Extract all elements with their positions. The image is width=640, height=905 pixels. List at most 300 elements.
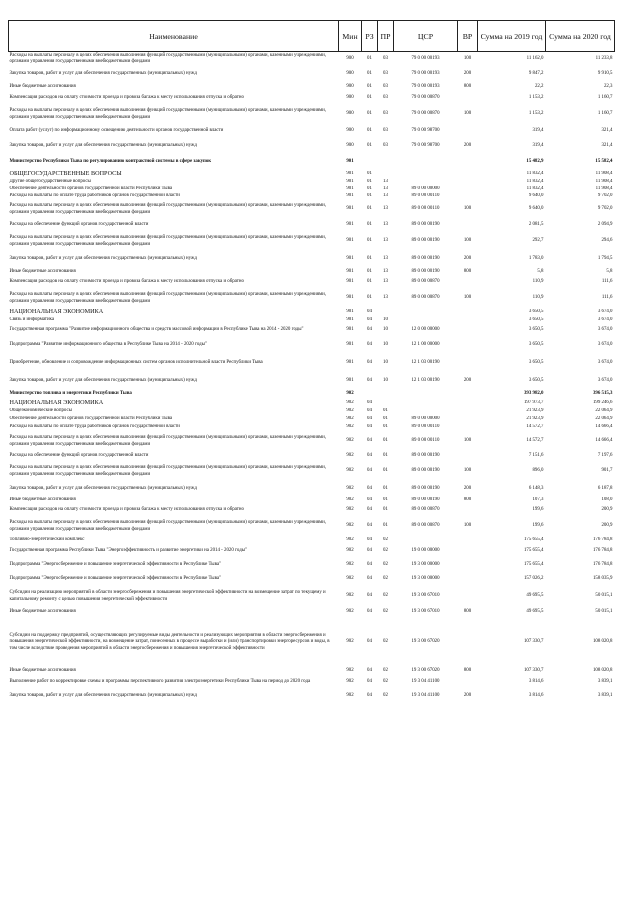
row-subsection-code: 03 — [383, 83, 388, 89]
row-ministry-code: 900 — [346, 55, 354, 61]
row-subsection-code: 02 — [383, 593, 388, 599]
row-sum-2019: 3 650,5 — [528, 378, 544, 384]
row-expense-type — [458, 354, 478, 374]
row-section-code: 01 — [367, 94, 372, 100]
table-row — [9, 252, 615, 268]
row-ministry-code: 902 — [346, 438, 354, 444]
row-section-code: 04 — [367, 378, 372, 384]
row-section-code: 04 — [367, 523, 372, 529]
row-sum-2020: 3 674,0 — [597, 360, 613, 366]
row-ministry-code: 901 — [346, 192, 354, 198]
row-sum-2020: 3 674,0 — [597, 316, 613, 322]
table-body — [9, 52, 615, 705]
row-ministry-code: 902 — [346, 679, 354, 685]
table-row — [9, 497, 615, 505]
row-sum-2019: 11 162,0 — [526, 55, 544, 61]
row-expense-type — [458, 505, 478, 517]
row-section-code: 01 — [367, 111, 372, 117]
row-ministry-code: 902 — [346, 537, 354, 543]
row-sum-2019: 896,0 — [532, 468, 544, 474]
row-sum-2019: 175 655,4 — [523, 548, 544, 554]
row-subsection-code: 01 — [383, 485, 388, 491]
row-sum-2020: 50 015,1 — [595, 609, 613, 615]
row-subsection-code: 03 — [383, 143, 388, 149]
row-sum-2020: 9 910,5 — [597, 70, 613, 76]
table-row — [9, 268, 615, 277]
row-name: НАЦИОНАЛЬНАЯ ЭКОНОМИКА — [9, 399, 104, 407]
row-target-article: 89 0 00 00190 — [411, 468, 440, 474]
row-section-code: 04 — [367, 548, 372, 554]
row-ministry-code: 901 — [346, 159, 354, 165]
table-row — [9, 482, 615, 497]
row-sum-2020: 396 515,3 — [592, 391, 613, 397]
row-ministry-code: 900 — [346, 83, 354, 89]
row-expense-type — [458, 155, 478, 171]
row-sum-2020: 11 908,4 — [595, 185, 613, 191]
row-sum-2019: 49 695,5 — [526, 593, 544, 599]
row-sum-2020: 22,3 — [603, 83, 613, 89]
row-subsection-code: 01 — [383, 453, 388, 459]
row-sum-2019: 319,4 — [532, 143, 544, 149]
row-target-article — [394, 171, 458, 179]
row-sum-2019: 14 572,7 — [526, 424, 544, 430]
row-subsection-code: 13 — [383, 256, 388, 262]
header-name: Наименование — [9, 21, 339, 52]
row-sum-2019: 21 923,9 — [526, 416, 544, 422]
row-section-code: 01 — [367, 185, 372, 191]
table-row — [9, 400, 615, 408]
row-sum-2019: 6 148,3 — [528, 485, 544, 491]
row-ministry-code: 902 — [346, 507, 354, 513]
row-sum-2020: 11 908,4 — [595, 171, 613, 177]
table-row — [9, 408, 615, 416]
row-section-code: 04 — [367, 360, 372, 366]
row-name: Расходы на выплаты персоналу в целях обеспечения выполнения функций государственными (муниципальными) органами, казенными учреждениями, органами управления государственными внебюджетными фондами — [9, 465, 326, 477]
row-expense-type: 100 — [463, 523, 472, 529]
row-subsection-code: 03 — [383, 128, 388, 134]
row-ministry-code: 900 — [346, 143, 354, 149]
row-section-code: 04 — [367, 668, 372, 674]
row-section-code: 04 — [367, 453, 372, 459]
row-target-article: 19 3 04 41100 — [411, 693, 440, 699]
row-sum-2019: 15 482,9 — [526, 159, 544, 165]
row-section-code: 01 — [367, 256, 372, 262]
row-expense-type: 800 — [463, 497, 472, 503]
row-subsection-code: 13 — [383, 238, 388, 244]
row-ministry-code: 902 — [346, 408, 354, 414]
table-row — [9, 289, 615, 309]
row-name: Министерство топлива и энергетики Республики Тыва — [9, 391, 132, 397]
row-sum-2019: 197 973,7 — [523, 400, 544, 406]
table-row — [9, 200, 615, 220]
row-sum-2020: 6 187,8 — [597, 485, 613, 491]
row-sum-2019: 2 081,5 — [528, 222, 544, 228]
table-row — [9, 193, 615, 200]
row-name: Расходы на выплаты по оплате труда работников органов государственной власти — [9, 192, 180, 198]
row-section-code: 01 — [367, 238, 372, 244]
row-sum-2020: 3 674,0 — [597, 309, 613, 315]
header-sum-2020: Сумма на 2020 год — [546, 21, 615, 52]
row-sum-2020: 7 197,6 — [597, 453, 613, 459]
row-name: Государственная программа Республики Тыва "Энергоэффективность и развитие энергетики на 2014 - 2020 годы" — [9, 548, 247, 554]
header-pr: ПР — [378, 21, 394, 52]
row-sum-2019: 175 655,4 — [523, 562, 544, 568]
row-expense-type: 200 — [463, 256, 472, 262]
row-target-article: 89 0 00 00190 — [411, 222, 440, 228]
row-expense-type: 100 — [463, 295, 472, 301]
row-expense-type: 100 — [463, 111, 472, 117]
row-sum-2020: 5,8 — [606, 268, 613, 274]
budget-table-page — [8, 20, 614, 705]
row-target-article — [394, 309, 458, 317]
table-row — [9, 52, 615, 66]
row-sum-2020: 111,6 — [601, 279, 613, 285]
row-sum-2019: 1 153,2 — [528, 111, 544, 117]
row-target-article: 89 0 00 00000 — [411, 185, 440, 191]
row-expense-type — [458, 179, 478, 186]
row-sum-2019: 3 814,6 — [528, 679, 544, 685]
row-ministry-code: 902 — [346, 668, 354, 674]
row-expense-type: 100 — [463, 238, 472, 244]
row-name: Расходы на выплаты персоналу в целях обеспечения выполнения функций государственными (муниципальными) органами, казенными учреждениями, органами управления государственными внебюджетными фондами — [9, 52, 326, 64]
row-sum-2020: 9 702,0 — [597, 192, 613, 198]
row-section-code: 04 — [367, 327, 372, 333]
row-section-code: 04 — [367, 562, 372, 568]
row-sum-2019: 5,8 — [537, 268, 544, 274]
row-ministry-code: 900 — [346, 94, 354, 100]
row-ministry-code: 901 — [346, 360, 354, 366]
row-sum-2020: 200,9 — [601, 507, 613, 513]
row-section-code — [362, 390, 378, 400]
table-row — [9, 559, 615, 573]
row-expense-type — [458, 125, 478, 139]
row-sum-2019: 3 650,5 — [528, 316, 544, 322]
row-section-code: 04 — [367, 400, 372, 406]
row-subsection-code: 10 — [383, 378, 388, 384]
row-name: ОБЩЕГОСУДАРСТВЕННЫЕ ВОПРОСЫ — [9, 170, 122, 178]
row-ministry-code: 901 — [346, 185, 354, 191]
row-sum-2020: 50 015,1 — [595, 593, 613, 599]
row-ministry-code: 902 — [346, 485, 354, 491]
row-section-code: 04 — [367, 424, 372, 430]
row-subsection-code: 01 — [383, 438, 388, 444]
row-sum-2019: 1 153,2 — [528, 94, 544, 100]
table-row — [9, 505, 615, 517]
row-section-code: 04 — [367, 468, 372, 474]
row-ministry-code: 901 — [346, 279, 354, 285]
row-expense-type: 800 — [463, 83, 472, 89]
row-target-article: 19 3 04 41100 — [411, 679, 440, 685]
row-sum-2019: 199,6 — [532, 523, 544, 529]
table-row — [9, 139, 615, 155]
row-subsection-code: 01 — [383, 497, 388, 503]
table-row — [9, 667, 615, 677]
row-target-article: 89 0 00 00870 — [411, 523, 440, 529]
row-section-code: 01 — [367, 178, 372, 184]
row-ministry-code: 902 — [346, 548, 354, 554]
row-target-article: 79 0 00 98700 — [411, 143, 440, 149]
row-target-article: 89 0 00 00190 — [411, 497, 440, 503]
row-ministry-code: 902 — [346, 400, 354, 406]
table-row — [9, 155, 615, 171]
row-sum-2020: 111,6 — [601, 295, 613, 301]
row-name: Компенсация расходов на оплату стоимости проезда и провоза багажа к месту использования отпуска и обратно — [9, 94, 244, 100]
row-subsection-code: 02 — [383, 609, 388, 615]
row-ministry-code: 901 — [346, 178, 354, 184]
row-subsection-code: 01 — [383, 416, 388, 422]
row-name: Связь и информатика — [9, 316, 55, 322]
row-name: НАЦИОНАЛЬНАЯ ЭКОНОМИКА — [9, 308, 104, 316]
row-name: Обеспечение деятельности органов государственной власти Республики Тыва — [9, 185, 173, 191]
table-row — [9, 677, 615, 689]
row-section-code: 04 — [367, 416, 372, 422]
row-target-article: 19 3 00 67020 — [411, 668, 440, 674]
row-target-article: 89 0 00 00190 — [411, 485, 440, 491]
row-ministry-code: 900 — [346, 111, 354, 117]
row-section-code: 04 — [367, 639, 372, 645]
row-section-code: 04 — [367, 693, 372, 699]
row-ministry-code: 902 — [346, 391, 354, 397]
row-section-code: 04 — [367, 537, 372, 543]
row-expense-type — [458, 424, 478, 432]
row-name: Расходы на выплаты персоналу в целях обеспечения выполнения функций государственными (муниципальными) органами, казенными учреждениями, органами управления государственными внебюджетными фондами — [9, 108, 326, 120]
row-ministry-code: 901 — [346, 316, 354, 322]
row-sum-2020: 22 064,9 — [595, 408, 613, 414]
row-target-article — [394, 390, 458, 400]
row-sum-2020: 321,4 — [601, 128, 613, 134]
header-sum-2019: Сумма на 2019 год — [478, 21, 546, 52]
row-sum-2019: 110,9 — [532, 279, 544, 285]
row-name: Топливно-энергетический комплекс — [9, 537, 85, 543]
row-sum-2020: 176 784,8 — [592, 537, 613, 543]
table-row — [9, 338, 615, 354]
row-sum-2019: 9 640,0 — [528, 192, 544, 198]
row-name: Выполнение работ по корректировке схемы и программы перспективного развития электроэнергетики Республики Тыва на период до 2020 года — [9, 679, 311, 685]
row-name: Приобретение, обновление и сопровождение информационных систем органов исполнительной власти Республики Тыва — [9, 360, 263, 366]
row-section-code: 01 — [367, 70, 372, 76]
row-target-article: 19 0 00 00000 — [411, 548, 440, 554]
table-header-row — [9, 21, 615, 52]
row-subsection-code — [378, 390, 394, 400]
row-name: Расходы на выплаты по оплате труда работников органов государственной власти — [9, 424, 180, 430]
table-row — [9, 573, 615, 587]
header-rz: РЗ — [362, 21, 378, 52]
row-expense-type: 200 — [463, 378, 472, 384]
row-sum-2019: 107 330,7 — [523, 639, 544, 645]
row-expense-type — [458, 338, 478, 354]
row-target-article: 79 0 00 98700 — [411, 128, 440, 134]
row-sum-2019: 175 655,4 — [523, 537, 544, 543]
row-ministry-code: 901 — [346, 171, 354, 177]
row-expense-type — [458, 408, 478, 416]
row-subsection-code: 03 — [383, 111, 388, 117]
row-sum-2020: 3 839,1 — [597, 693, 613, 699]
row-target-article — [394, 155, 458, 171]
row-expense-type — [458, 92, 478, 105]
row-target-article — [394, 400, 458, 408]
row-sum-2020: 11 908,4 — [595, 178, 613, 184]
row-name: Иные бюджетные ассигнования — [9, 268, 76, 274]
row-section-code: 04 — [367, 316, 372, 322]
row-sum-2020: 15 582,4 — [595, 159, 613, 165]
table-row — [9, 517, 615, 537]
row-expense-type — [458, 400, 478, 408]
row-expense-type — [458, 559, 478, 573]
row-target-article: 89 0 00 00190 — [411, 268, 440, 274]
table-row — [9, 186, 615, 193]
row-expense-type — [458, 545, 478, 559]
row-section-code: 04 — [367, 593, 372, 599]
row-subsection-code: 02 — [383, 548, 388, 554]
row-subsection-code: 01 — [383, 523, 388, 529]
row-sum-2020: 2 094,9 — [597, 222, 613, 228]
row-name: Расходы на выплаты персоналу в целях обеспечения выполнения функций государственными (муниципальными) органами, казенными учреждениями, органами управления государственными внебюджетными фондами — [9, 203, 326, 215]
row-sum-2019: 1 783,0 — [528, 256, 544, 262]
header-vr: ВР — [458, 21, 478, 52]
table-row — [9, 607, 615, 619]
row-section-code: 04 — [367, 342, 372, 348]
row-sum-2019: 11 832,4 — [526, 185, 544, 191]
row-sum-2020: 108 020,8 — [592, 639, 613, 645]
row-subsection-code: 01 — [383, 408, 388, 414]
row-sum-2020: 294,6 — [601, 238, 613, 244]
row-target-article: 89 0 00 00190 — [411, 238, 440, 244]
row-section-code: 04 — [367, 576, 372, 582]
row-section-code: 04 — [367, 609, 372, 615]
table-row — [9, 689, 615, 705]
row-name: Подпрограмма "Энергосбережение и повышение энергетической эффективности в Республике Тыва" — [9, 562, 221, 568]
table-row — [9, 125, 615, 139]
row-sum-2019: 110,9 — [532, 295, 544, 301]
row-expense-type: 100 — [463, 438, 472, 444]
table-row — [9, 374, 615, 390]
table-row — [9, 537, 615, 545]
row-ministry-code: 901 — [346, 309, 354, 315]
row-sum-2019: 21 923,9 — [526, 408, 544, 414]
row-sum-2019: 3 650,5 — [528, 309, 544, 315]
row-sum-2020: 1 160,7 — [597, 94, 613, 100]
row-name: Оплата работ (услуг) по информационному освещению деятельности органов государственной власти — [9, 128, 224, 134]
row-subsection-code: 02 — [383, 562, 388, 568]
row-sum-2020: 199 246,6 — [592, 400, 613, 406]
row-sum-2019: 7 151,6 — [528, 453, 544, 459]
row-sum-2020: 11 233,8 — [595, 55, 613, 61]
row-ministry-code: 902 — [346, 468, 354, 474]
row-name: Закупка товаров, работ и услуг для обеспечения государственных (муниципальных) нужд — [9, 485, 197, 491]
table-row — [9, 317, 615, 324]
row-target-article: 79 0 00 00193 — [411, 70, 440, 76]
row-subsection-code: 02 — [383, 668, 388, 674]
row-sum-2020: 14 666,4 — [595, 438, 613, 444]
row-subsection-code: 13 — [383, 295, 388, 301]
row-name: Подпрограмма "Энергосбережение и повышение энергетической эффективности в Республике Тыва" — [9, 576, 221, 582]
row-section-code: 04 — [367, 497, 372, 503]
table-row — [9, 452, 615, 462]
row-target-article: 19 3 00 67010 — [411, 593, 440, 599]
row-subsection-code: 02 — [383, 679, 388, 685]
row-expense-type: 100 — [463, 468, 472, 474]
budget-table — [8, 20, 615, 705]
row-target-article: 89 0 00 00870 — [411, 295, 440, 301]
row-sum-2019: 3 650,5 — [528, 342, 544, 348]
row-section-code: 01 — [367, 83, 372, 89]
row-section-code: 01 — [367, 128, 372, 134]
table-row — [9, 432, 615, 452]
row-target-article: 79 0 00 00193 — [411, 55, 440, 61]
row-name: Обеспечение деятельности органов государственной власти Республики Тыва — [9, 416, 173, 422]
row-name: Иные бюджетные ассигнования — [9, 497, 76, 503]
row-subsection-code: 02 — [383, 693, 388, 699]
row-expense-type: 800 — [463, 609, 472, 615]
row-sum-2020: 3 674,0 — [597, 327, 613, 333]
row-expense-type — [458, 452, 478, 462]
row-target-article: 19 3 00 67010 — [411, 609, 440, 615]
table-row — [9, 232, 615, 252]
table-row — [9, 587, 615, 607]
row-name: Закупка товаров, работ и услуг для обеспечения государственных (муниципальных) нужд — [9, 378, 197, 384]
row-sum-2019: 3 814,6 — [528, 693, 544, 699]
row-sum-2020: 1 160,7 — [597, 111, 613, 117]
row-section-code: 01 — [367, 295, 372, 301]
row-ministry-code: 901 — [346, 222, 354, 228]
row-subsection-code: 10 — [383, 316, 388, 322]
row-ministry-code: 901 — [346, 327, 354, 333]
row-ministry-code: 902 — [346, 523, 354, 529]
row-subsection-code: 13 — [383, 279, 388, 285]
row-sum-2019: 3 650,5 — [528, 360, 544, 366]
row-sum-2019: 292,7 — [532, 238, 544, 244]
row-expense-type: 800 — [463, 268, 472, 274]
row-name: Иные бюджетные ассигнования — [9, 668, 76, 674]
table-row — [9, 545, 615, 559]
row-sum-2020: 3 839,1 — [597, 679, 613, 685]
row-sum-2019: 9 847,2 — [528, 70, 544, 76]
row-sum-2019: 393 982,0 — [523, 391, 544, 397]
row-expense-type — [458, 324, 478, 338]
row-expense-type: 200 — [463, 70, 472, 76]
row-name: Расходы на выплаты персоналу в целях обеспечения выполнения функций государственными (муниципальными) органами, казенными учреждениями, органами управления государственными внебюджетными фондами — [9, 235, 326, 247]
table-row — [9, 220, 615, 232]
row-subsection-code: 03 — [383, 70, 388, 76]
row-subsection-code: 02 — [383, 576, 388, 582]
row-subsection-code: 13 — [383, 222, 388, 228]
row-sum-2019: 199,6 — [532, 507, 544, 513]
row-sum-2020: 108,0 — [601, 497, 613, 503]
row-section-code: 01 — [367, 268, 372, 274]
table-row — [9, 462, 615, 482]
row-sum-2020: 1 794,5 — [597, 256, 613, 262]
table-row — [9, 83, 615, 92]
row-target-article: 89 0 00 00870 — [411, 279, 440, 285]
table-row — [9, 309, 615, 317]
table-row — [9, 92, 615, 105]
row-target-article: 12 1 03 00190 — [411, 360, 440, 366]
header-min: Мин — [339, 21, 362, 52]
row-name: Закупка товаров, работ и услуг для обеспечения государственных (муниципальных) нужд — [9, 256, 197, 262]
table-row — [9, 619, 615, 667]
row-target-article — [394, 179, 458, 186]
table-row — [9, 179, 615, 186]
table-row — [9, 424, 615, 432]
row-name: Иные бюджетные ассигнования — [9, 609, 76, 615]
row-section-code: 01 — [367, 55, 372, 61]
row-ministry-code: 902 — [346, 453, 354, 459]
row-expense-type — [458, 677, 478, 689]
row-section-code: 01 — [367, 279, 372, 285]
row-ministry-code: 901 — [346, 268, 354, 274]
row-subsection-code — [378, 309, 394, 317]
row-expense-type: 200 — [463, 485, 472, 491]
